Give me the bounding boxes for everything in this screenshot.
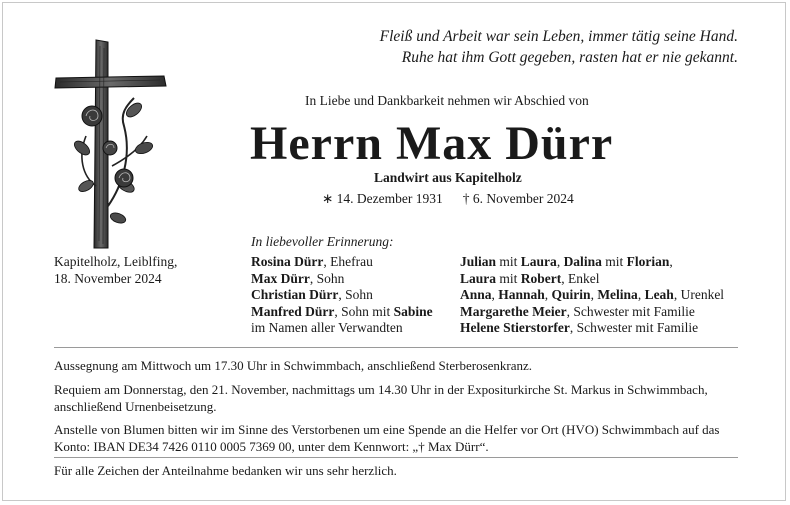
donation-notice: Anstelle von Blumen bitten wir im Sinne des Verstorbenen um eine Spende an die Helfer vor Ort (HVO) Schwimmbach auf das Konto: IBAN DE34 7426 0110 0005 7369 00, unter dem Kennwort: „† Max Dürr“. <box>54 422 720 454</box>
intro-text: In Liebe und Dankbarkeit nehmen wir Abschied von <box>305 93 589 108</box>
connector: , <box>637 287 645 302</box>
mourner-line <box>251 287 433 304</box>
occupation: Landwirt aus Kapitelholz <box>374 170 522 185</box>
mourner-line <box>251 254 433 271</box>
connector: mit <box>601 254 627 269</box>
mourner-line <box>251 320 433 337</box>
connector: mit <box>496 270 521 286</box>
mourners-right <box>460 254 724 337</box>
mourner-name: Margarethe Meier <box>460 303 567 319</box>
mourner-relation: , Schwester mit Familie <box>569 320 699 335</box>
mourner-line <box>460 271 724 288</box>
connector: mit <box>496 254 521 269</box>
verse-line: Fleiß und Arbeit war sein Leben, immer tätig seine Hand. <box>379 28 738 45</box>
connector: , <box>491 287 499 302</box>
mourner-name: Anna <box>460 287 492 302</box>
mourners-left <box>251 254 433 337</box>
mourner-relation: , Schwester mit Familie <box>566 303 695 319</box>
mourner-line <box>460 320 724 337</box>
mourner-name: Leah <box>644 287 674 302</box>
death-date: † 6. November 2024 <box>462 191 574 206</box>
mourner-name: Julian <box>460 254 497 269</box>
mourner-relation: , Sohn <box>309 270 345 286</box>
deceased-name: Herrn Max Dürr <box>250 117 614 170</box>
place-date <box>54 254 177 287</box>
mourner-name: Christian Dürr <box>251 287 339 302</box>
connector: , <box>544 287 552 302</box>
blessing-notice: Aussegnung am Mittwoch um 17.30 Uhr in Schwimmbach, anschließend Sterberosenkranz. <box>54 358 533 373</box>
mourner-name: Robert <box>520 270 562 286</box>
mourner-relation: , Sohn <box>338 287 373 302</box>
place: Kapitelholz, Leiblfing, <box>54 254 178 269</box>
mourner-name: Helene Stierstorfer <box>460 320 570 335</box>
divider <box>54 347 738 348</box>
verse <box>380 26 738 68</box>
mourner-name: Manfred Dürr <box>251 303 335 319</box>
mourner-name: Melina <box>597 287 638 302</box>
mourner-relation: , Ehefrau <box>323 254 373 269</box>
mourner-partner: Sabine <box>393 303 433 319</box>
mourner-name: Quirin <box>551 287 591 302</box>
requiem-notice: Requiem am Donnerstag, den 21. November, nachmittags um 14.30 Uhr in der Expositurkirche St. Markus in Schwimmbach, anschließend Urnenbeisetzung. <box>54 382 708 414</box>
mourner-line <box>460 304 724 321</box>
thanks-notice: Für alle Zeichen der Anteilnahme bedanken wir uns sehr herzlich. <box>54 463 397 478</box>
memory-label: In liebevoller Erinnerung: <box>251 234 394 249</box>
cross-with-roses-icon <box>52 36 172 251</box>
mourner-relation: , Enkel <box>561 270 600 286</box>
mourner-relation: , Sohn mit <box>334 303 394 319</box>
mourner-name: Rosina Dürr <box>251 254 324 269</box>
connector: , <box>556 254 564 269</box>
mourner-name: Laura <box>460 270 497 286</box>
mourner-line <box>251 304 433 321</box>
verse-line: Ruhe hat ihm Gott gegeben, rasten hat er nie gekannt. <box>401 49 738 66</box>
connector: , <box>669 254 673 269</box>
life-dates <box>322 191 574 207</box>
mourner-line <box>251 271 433 288</box>
date: 18. November 2024 <box>54 270 162 286</box>
mourner-line <box>460 287 724 304</box>
mourner-line <box>460 254 724 271</box>
mourner-name: Florian <box>626 254 670 269</box>
birth-date: ∗ 14. Dezember 1931 <box>322 191 443 206</box>
divider <box>54 457 738 458</box>
mourner-name: Dalina <box>563 254 602 269</box>
mourner-name: Laura <box>520 254 557 269</box>
mourner-name: Hannah <box>498 287 545 302</box>
mourner-relation: im Namen aller Verwandten <box>251 320 403 335</box>
connector: , <box>590 287 598 302</box>
mourner-relation: , Urenkel <box>673 287 725 302</box>
mourner-name: Max Dürr <box>251 270 310 286</box>
